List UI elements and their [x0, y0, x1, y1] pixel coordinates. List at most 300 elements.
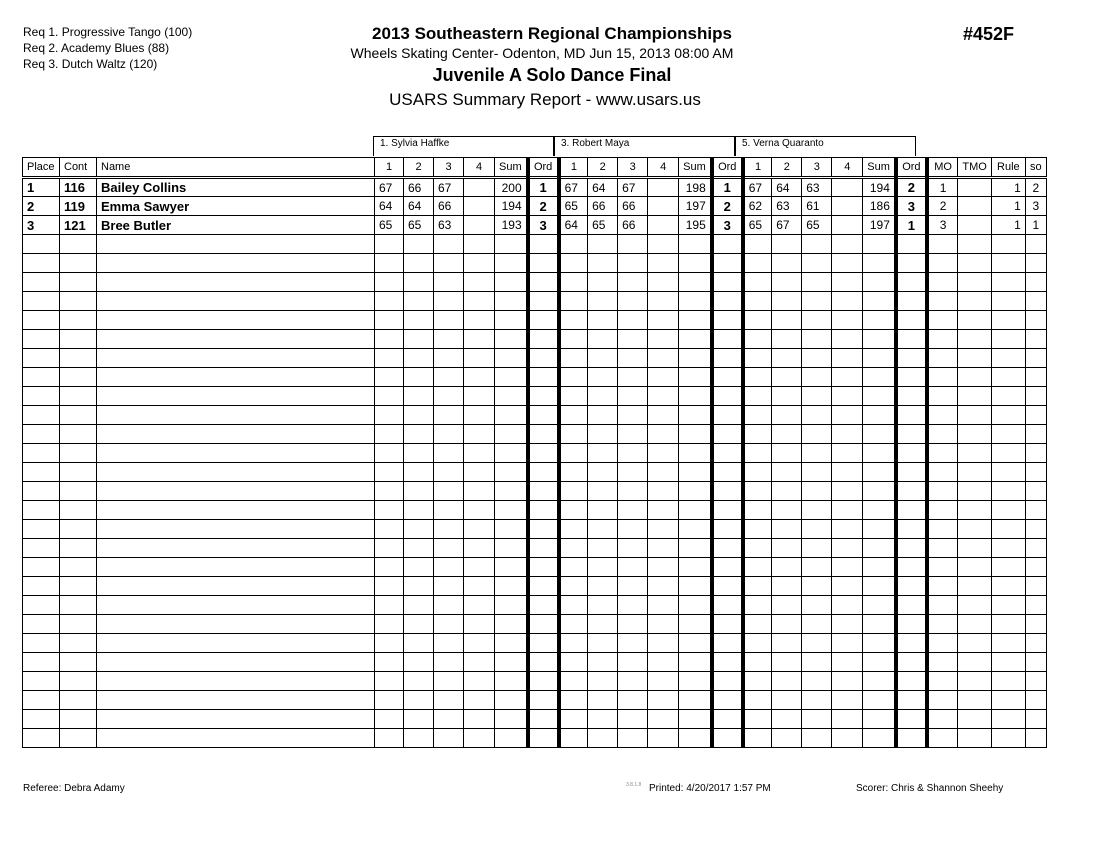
empty-cell	[679, 577, 712, 596]
empty-cell	[712, 273, 743, 292]
empty-cell	[712, 558, 743, 577]
empty-cell	[802, 653, 832, 672]
empty-cell	[896, 691, 927, 710]
empty-cell	[434, 710, 464, 729]
empty-cell	[832, 501, 863, 520]
empty-table-row	[23, 349, 1047, 368]
empty-cell	[1025, 406, 1046, 425]
empty-cell	[528, 349, 559, 368]
col-so: so	[1025, 158, 1046, 178]
empty-cell	[772, 577, 802, 596]
empty-cell	[375, 273, 404, 292]
empty-cell	[434, 368, 464, 387]
empty-cell	[495, 672, 528, 691]
empty-cell	[97, 254, 375, 273]
empty-cell	[896, 615, 927, 634]
empty-cell	[927, 292, 958, 311]
empty-cell	[832, 691, 863, 710]
empty-cell	[434, 444, 464, 463]
col-rule: Rule	[991, 158, 1025, 178]
empty-cell	[464, 368, 495, 387]
empty-cell	[495, 710, 528, 729]
empty-cell	[896, 406, 927, 425]
empty-cell	[528, 482, 559, 501]
col-j3-4: 4	[832, 158, 863, 178]
empty-cell	[97, 425, 375, 444]
empty-cell	[991, 406, 1025, 425]
empty-cell	[679, 520, 712, 539]
empty-cell	[832, 425, 863, 444]
report-name: USARS Summary Report - www.usars.us	[389, 90, 701, 109]
empty-cell	[802, 710, 832, 729]
empty-cell	[991, 368, 1025, 387]
empty-cell	[97, 482, 375, 501]
score-cell-j1-1: 65	[404, 216, 434, 235]
empty-cell	[863, 254, 896, 273]
empty-cell	[375, 729, 404, 748]
mo-cell: 3	[927, 216, 958, 235]
empty-cell	[375, 425, 404, 444]
empty-cell	[23, 729, 60, 748]
empty-cell	[434, 501, 464, 520]
score-cell-j2-2: 66	[618, 197, 648, 216]
empty-cell	[896, 501, 927, 520]
empty-cell	[60, 691, 97, 710]
empty-cell	[588, 406, 618, 425]
empty-cell	[958, 539, 991, 558]
empty-cell	[404, 729, 434, 748]
empty-cell	[60, 729, 97, 748]
empty-cell	[464, 444, 495, 463]
empty-cell	[1025, 463, 1046, 482]
empty-cell	[588, 691, 618, 710]
empty-cell	[896, 273, 927, 292]
empty-cell	[896, 425, 927, 444]
empty-cell	[559, 292, 588, 311]
empty-cell	[743, 558, 772, 577]
empty-cell	[375, 387, 404, 406]
score-cell-j2-5: 2	[712, 197, 743, 216]
empty-cell	[60, 330, 97, 349]
empty-cell	[772, 558, 802, 577]
empty-cell	[712, 539, 743, 558]
empty-cell	[772, 672, 802, 691]
empty-cell	[712, 368, 743, 387]
empty-cell	[588, 444, 618, 463]
empty-cell	[60, 349, 97, 368]
empty-cell	[991, 463, 1025, 482]
empty-cell	[958, 368, 991, 387]
empty-cell	[404, 634, 434, 653]
empty-cell	[991, 672, 1025, 691]
empty-cell	[958, 482, 991, 501]
empty-cell	[802, 330, 832, 349]
empty-cell	[60, 235, 97, 254]
empty-cell	[896, 520, 927, 539]
empty-cell	[712, 501, 743, 520]
table-row	[23, 216, 1047, 235]
empty-cell	[802, 292, 832, 311]
empty-cell	[404, 235, 434, 254]
empty-cell	[434, 235, 464, 254]
empty-cell	[1025, 368, 1046, 387]
col-j3-sum: Sum	[863, 158, 896, 178]
score-cell-j2-5: 1	[712, 178, 743, 197]
score-cell-j1-5: 3	[528, 216, 559, 235]
empty-cell	[927, 463, 958, 482]
empty-cell	[97, 558, 375, 577]
empty-cell	[743, 273, 772, 292]
empty-cell	[434, 311, 464, 330]
empty-cell	[712, 520, 743, 539]
col-j2-1: 1	[559, 158, 588, 178]
empty-cell	[464, 387, 495, 406]
empty-cell	[23, 520, 60, 539]
col-place: Place	[23, 158, 60, 178]
empty-cell	[1025, 558, 1046, 577]
empty-cell	[404, 577, 434, 596]
empty-cell	[958, 387, 991, 406]
place-cell: 1	[23, 178, 60, 197]
empty-cell	[991, 596, 1025, 615]
empty-cell	[618, 330, 648, 349]
empty-cell	[1025, 501, 1046, 520]
empty-cell	[528, 615, 559, 634]
empty-cell	[404, 463, 434, 482]
score-cell-j2-2: 67	[618, 178, 648, 197]
empty-cell	[927, 710, 958, 729]
empty-table-row	[23, 577, 1047, 596]
empty-cell	[618, 558, 648, 577]
empty-cell	[772, 387, 802, 406]
empty-cell	[712, 254, 743, 273]
empty-cell	[712, 615, 743, 634]
empty-cell	[802, 729, 832, 748]
empty-cell	[618, 634, 648, 653]
empty-cell	[464, 596, 495, 615]
empty-cell	[743, 520, 772, 539]
empty-cell	[464, 235, 495, 254]
empty-cell	[712, 482, 743, 501]
empty-cell	[927, 672, 958, 691]
empty-cell	[588, 615, 618, 634]
empty-cell	[375, 330, 404, 349]
empty-cell	[23, 653, 60, 672]
empty-cell	[958, 311, 991, 330]
empty-cell	[991, 311, 1025, 330]
empty-cell	[404, 368, 434, 387]
empty-cell	[23, 425, 60, 444]
empty-cell	[772, 254, 802, 273]
empty-cell	[559, 406, 588, 425]
empty-cell	[802, 235, 832, 254]
score-cell-j1-4: 193	[495, 216, 528, 235]
col-j3-ord: Ord	[896, 158, 927, 178]
empty-cell	[528, 653, 559, 672]
empty-cell	[60, 710, 97, 729]
empty-cell	[832, 672, 863, 691]
empty-cell	[743, 539, 772, 558]
empty-cell	[618, 729, 648, 748]
empty-cell	[1025, 691, 1046, 710]
empty-cell	[495, 463, 528, 482]
empty-cell	[648, 539, 679, 558]
empty-cell	[495, 235, 528, 254]
empty-cell	[495, 349, 528, 368]
empty-cell	[528, 235, 559, 254]
empty-cell	[559, 691, 588, 710]
empty-cell	[958, 672, 991, 691]
empty-cell	[927, 634, 958, 653]
empty-cell	[927, 311, 958, 330]
empty-cell	[927, 254, 958, 273]
empty-cell	[1025, 330, 1046, 349]
empty-cell	[588, 539, 618, 558]
empty-cell	[495, 539, 528, 558]
empty-table-row	[23, 596, 1047, 615]
empty-cell	[927, 425, 958, 444]
empty-cell	[927, 577, 958, 596]
empty-cell	[588, 387, 618, 406]
empty-cell	[648, 653, 679, 672]
empty-cell	[863, 482, 896, 501]
empty-cell	[896, 729, 927, 748]
empty-cell	[832, 273, 863, 292]
empty-cell	[772, 368, 802, 387]
empty-cell	[958, 615, 991, 634]
empty-cell	[863, 729, 896, 748]
empty-cell	[991, 558, 1025, 577]
col-j2-3: 3	[618, 158, 648, 178]
empty-cell	[863, 634, 896, 653]
empty-cell	[528, 634, 559, 653]
score-cell-j3-4: 194	[863, 178, 896, 197]
empty-cell	[464, 672, 495, 691]
empty-cell	[802, 482, 832, 501]
empty-cell	[802, 520, 832, 539]
empty-cell	[679, 672, 712, 691]
score-cell-j1-5: 2	[528, 197, 559, 216]
empty-cell	[1025, 444, 1046, 463]
empty-cell	[648, 406, 679, 425]
judge-header-3: 5. Verna Quaranto	[735, 136, 916, 156]
empty-cell	[528, 596, 559, 615]
empty-table-row	[23, 691, 1047, 710]
empty-cell	[60, 273, 97, 292]
empty-cell	[958, 596, 991, 615]
empty-cell	[23, 672, 60, 691]
score-cell-j3-3	[832, 178, 863, 197]
empty-cell	[896, 653, 927, 672]
empty-cell	[991, 501, 1025, 520]
empty-cell	[863, 273, 896, 292]
empty-cell	[404, 653, 434, 672]
empty-cell	[802, 254, 832, 273]
empty-cell	[434, 425, 464, 444]
empty-cell	[991, 577, 1025, 596]
empty-cell	[772, 235, 802, 254]
empty-cell	[495, 292, 528, 311]
empty-cell	[863, 577, 896, 596]
mo-cell: 2	[927, 197, 958, 216]
empty-cell	[404, 292, 434, 311]
empty-table-row	[23, 406, 1047, 425]
empty-cell	[772, 273, 802, 292]
place-cell: 3	[23, 216, 60, 235]
empty-cell	[679, 387, 712, 406]
empty-cell	[60, 254, 97, 273]
empty-cell	[896, 558, 927, 577]
score-cell-j3-2: 65	[802, 216, 832, 235]
empty-cell	[832, 539, 863, 558]
referee-label: Referee: Debra Adamy	[23, 783, 125, 794]
empty-cell	[712, 577, 743, 596]
score-cell-j2-0: 65	[559, 197, 588, 216]
empty-cell	[559, 444, 588, 463]
empty-cell	[648, 463, 679, 482]
empty-cell	[927, 558, 958, 577]
empty-cell	[863, 710, 896, 729]
empty-cell	[559, 349, 588, 368]
empty-cell	[97, 596, 375, 615]
empty-cell	[495, 368, 528, 387]
empty-cell	[712, 463, 743, 482]
empty-cell	[648, 729, 679, 748]
empty-cell	[991, 444, 1025, 463]
empty-cell	[712, 387, 743, 406]
empty-cell	[991, 235, 1025, 254]
empty-cell	[772, 406, 802, 425]
empty-table-row	[23, 653, 1047, 672]
requirement-2: Req 2. Academy Blues (88)	[23, 41, 170, 55]
empty-cell	[464, 729, 495, 748]
empty-cell	[618, 254, 648, 273]
empty-cell	[559, 710, 588, 729]
empty-cell	[832, 368, 863, 387]
empty-cell	[434, 520, 464, 539]
empty-cell	[896, 710, 927, 729]
empty-cell	[23, 254, 60, 273]
empty-cell	[712, 235, 743, 254]
empty-cell	[772, 634, 802, 653]
score-cell-j1-5: 1	[528, 178, 559, 197]
empty-cell	[23, 482, 60, 501]
col-j3-2: 2	[772, 158, 802, 178]
empty-cell	[618, 463, 648, 482]
empty-cell	[802, 691, 832, 710]
empty-cell	[927, 520, 958, 539]
empty-cell	[863, 558, 896, 577]
empty-cell	[97, 349, 375, 368]
score-cell-j3-5: 2	[896, 178, 927, 197]
tmo-cell	[958, 178, 991, 197]
empty-cell	[404, 672, 434, 691]
empty-cell	[23, 406, 60, 425]
empty-cell	[772, 520, 802, 539]
empty-cell	[927, 539, 958, 558]
empty-cell	[802, 634, 832, 653]
empty-cell	[648, 311, 679, 330]
empty-cell	[434, 254, 464, 273]
empty-cell	[927, 235, 958, 254]
empty-cell	[648, 501, 679, 520]
empty-cell	[404, 273, 434, 292]
empty-cell	[618, 292, 648, 311]
empty-cell	[404, 311, 434, 330]
col-j2-ord: Ord	[712, 158, 743, 178]
empty-cell	[648, 672, 679, 691]
empty-cell	[375, 539, 404, 558]
empty-cell	[97, 273, 375, 292]
empty-cell	[802, 444, 832, 463]
empty-cell	[559, 520, 588, 539]
empty-cell	[375, 653, 404, 672]
score-cell-j1-0: 64	[375, 197, 404, 216]
empty-cell	[464, 406, 495, 425]
col-j1-4: 4	[464, 158, 495, 178]
empty-cell	[712, 710, 743, 729]
empty-cell	[743, 691, 772, 710]
empty-cell	[743, 634, 772, 653]
empty-cell	[375, 235, 404, 254]
empty-cell	[375, 691, 404, 710]
empty-cell	[772, 292, 802, 311]
empty-cell	[23, 691, 60, 710]
mo-cell: 1	[927, 178, 958, 197]
empty-cell	[495, 330, 528, 349]
empty-cell	[743, 292, 772, 311]
empty-cell	[618, 387, 648, 406]
score-cell-j3-0: 67	[743, 178, 772, 197]
empty-cell	[896, 444, 927, 463]
empty-cell	[528, 463, 559, 482]
empty-cell	[712, 729, 743, 748]
empty-cell	[743, 387, 772, 406]
empty-cell	[832, 634, 863, 653]
scorer-label: Scorer: Chris & Shannon Sheehy	[856, 783, 1004, 794]
empty-cell	[375, 463, 404, 482]
empty-cell	[618, 273, 648, 292]
empty-cell	[1025, 520, 1046, 539]
empty-cell	[618, 444, 648, 463]
empty-cell	[863, 349, 896, 368]
empty-cell	[772, 482, 802, 501]
empty-cell	[464, 558, 495, 577]
empty-cell	[434, 653, 464, 672]
empty-cell	[896, 482, 927, 501]
empty-cell	[618, 596, 648, 615]
empty-cell	[896, 539, 927, 558]
empty-cell	[958, 349, 991, 368]
score-cell-j3-4: 197	[863, 216, 896, 235]
empty-table-row	[23, 463, 1047, 482]
empty-cell	[679, 710, 712, 729]
score-cell-j2-1: 64	[588, 178, 618, 197]
empty-cell	[588, 368, 618, 387]
empty-cell	[743, 501, 772, 520]
empty-cell	[863, 311, 896, 330]
empty-cell	[464, 254, 495, 273]
empty-cell	[97, 729, 375, 748]
empty-cell	[559, 330, 588, 349]
empty-cell	[832, 330, 863, 349]
empty-cell	[60, 444, 97, 463]
empty-cell	[495, 577, 528, 596]
empty-cell	[559, 558, 588, 577]
empty-cell	[896, 672, 927, 691]
empty-table-row	[23, 444, 1047, 463]
empty-cell	[528, 539, 559, 558]
